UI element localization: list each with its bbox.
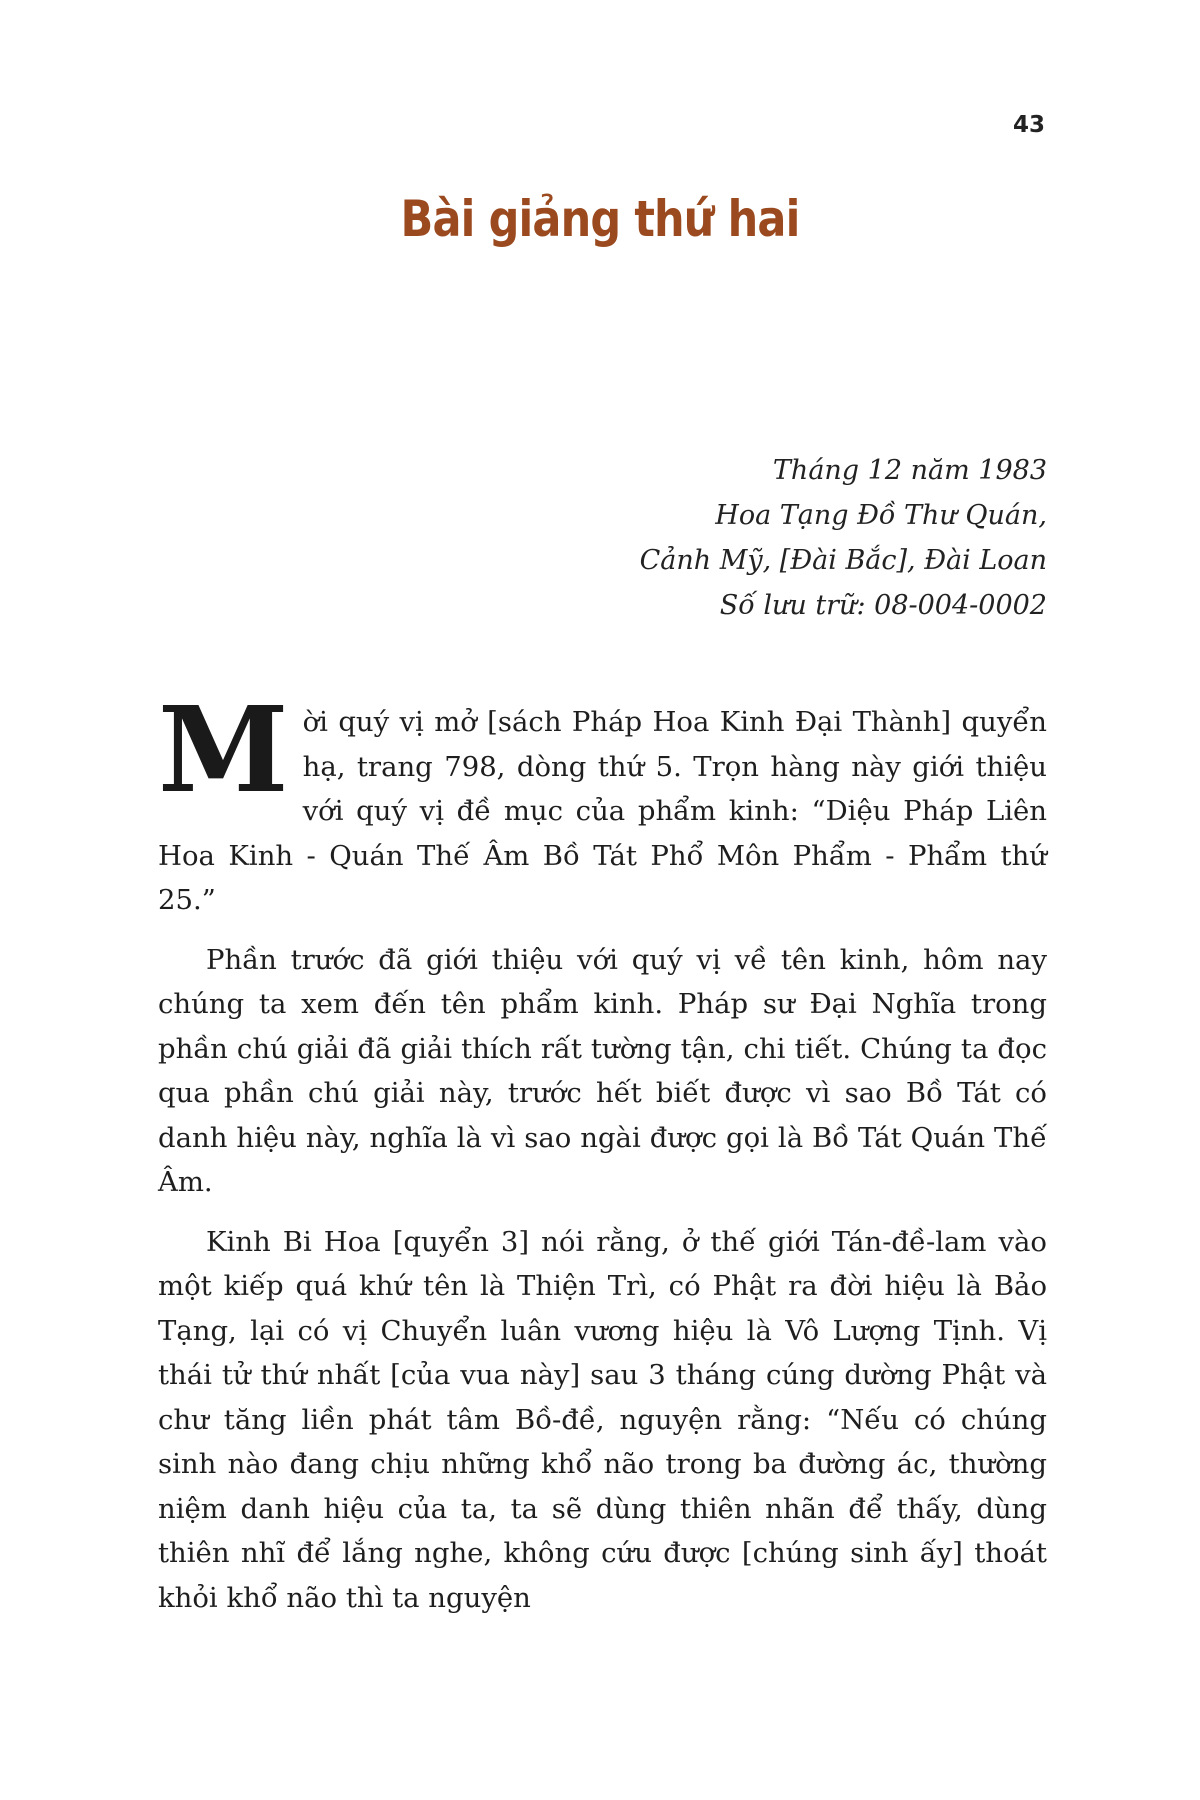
dateline-place: Hoa Tạng Đồ Thư Quán, (715, 500, 1047, 531)
dateline-location: Cảnh Mỹ, [Đài Bắc], Đài Loan (639, 545, 1047, 576)
page-number: 43 (1012, 112, 1045, 138)
body-text (158, 680, 1047, 1635)
paragraph-1-text: ời quý vị mở [sách Pháp Hoa Kinh Đại Thành] quyển hạ, trang 798, dòng thứ 5. Trọn hàng này giới thiệu với quý vị đề mục của phẩm kinh: “Diệu Pháp Liên Hoa Kinh - Quán Thế Âm Bồ Tát Phổ Môn Phẩm - Phẩm thứ 25.” (158, 706, 1047, 916)
paragraph-2: Phần trước đã giới thiệu với quý vị về tên kinh, hôm nay chúng ta xem đến tên phẩm kinh. Pháp sư Đại Nghĩa trong phần chú giải đã giải thích rất tường tận, chi tiết. Chúng ta đọc qua phần chú giải này, trước hết biết được vì sao Bồ Tát có danh hiệu này, nghĩa là vì sao ngài được gọi là Bồ Tát Quán Thế Âm. (158, 943, 1047, 1198)
dateline-date: Tháng 12 năm 1983 (772, 455, 1047, 486)
dateline (640, 448, 1047, 628)
dateline-archive-number: Số lưu trữ: 08-004-0002 (719, 590, 1047, 621)
drop-cap: M (158, 680, 289, 819)
paragraph-3: Kinh Bi Hoa [quyển 3] nói rằng, ở thế giới Tán-đề-lam vào một kiếp quá khứ tên là Thiện Trì, có Phật ra đời hiệu là Bảo Tạng, lại có vị Chuyển luân vương hiệu là Vô Lượng Tịnh. Vị thái tử thứ nhất [của vua này] sau 3 tháng cúng dường Phật và chư tăng liền phát tâm Bồ-đề, nguyện rằng: “Nếu có chúng sinh nào đang chịu những khổ não trong ba đường ác, thường niệm danh hiệu của ta, ta sẽ dùng thiên nhãn để thấy, dùng thiên nhĩ để lắng nghe, không cứu được [chúng sinh ấy] thoát khỏi khổ não thì ta nguyện (158, 1225, 1047, 1614)
chapter-title: Bài giảng thứ hai (400, 190, 800, 248)
paragraph-1 (158, 680, 1047, 923)
